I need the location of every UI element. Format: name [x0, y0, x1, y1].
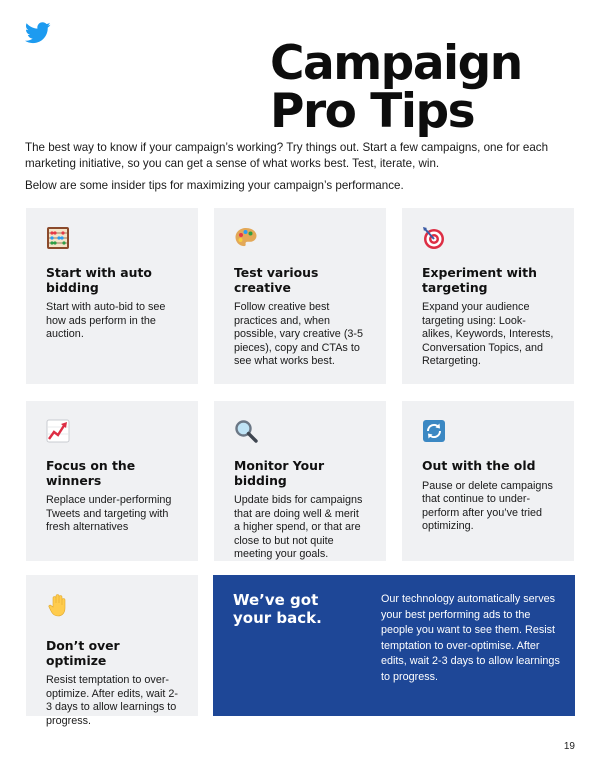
tip-card-monitor [214, 401, 386, 561]
banner-body: Our technology automatically serves your best performing ads to the people you want to see them. Resist temptation to over-optimise. After edits, wait 2-3 days to allow learnings to progress. [381, 593, 560, 683]
target-icon [422, 226, 446, 250]
twitter-bird-logo [25, 22, 51, 44]
tip-card-creative [214, 208, 386, 384]
banner-heading: We’ve got your back. [233, 591, 322, 627]
abacus-icon [46, 226, 70, 250]
page-number: 19 [563, 741, 575, 752]
tip-body: Pause or delete campaigns that continue to under-perform after you’ve tried optimizing. [422, 479, 553, 533]
tip-title: Focus on the winners [46, 458, 136, 488]
tip-title: Test various creative [234, 265, 319, 295]
repeat-arrows-icon [422, 419, 446, 443]
title-line-2: Pro Tips [270, 84, 475, 139]
chart-increasing-icon [46, 419, 70, 443]
tip-card-winners [26, 401, 198, 561]
magnifying-glass-icon [234, 419, 258, 443]
tip-body: Follow creative best practices and, when possible, vary creative (3-5 pieces), copy and CTAs to see what works best. [234, 301, 364, 368]
tip-card-auto-bidding [26, 208, 198, 384]
tip-card-targeting [402, 208, 574, 384]
tip-title: Monitor Your bidding [234, 458, 325, 488]
tip-body: Resist temptation to over-optimize. After edits, wait 2-3 days to allow learnings to progress. [46, 674, 179, 727]
support-banner [213, 575, 575, 716]
page-title [270, 36, 590, 139]
tip-title: Experiment with targeting [422, 265, 537, 295]
tip-body: Start with auto-bid to see how ads perform in the auction. [46, 301, 166, 341]
tip-card-dont-over-optimize [26, 575, 198, 727]
palette-icon [234, 226, 258, 250]
tip-body: Replace under-performing Tweets and targeting with fresh alternatives [46, 494, 172, 534]
raised-hand-icon [46, 593, 70, 617]
tip-title: Start with auto bidding [46, 265, 152, 295]
tip-title: Out with the old [422, 458, 536, 473]
tip-card-out-with-old [402, 401, 574, 561]
title-line-1: Campaign [270, 36, 522, 91]
tip-body: Expand your audience targeting using: Look-alikes, Keywords, Interests, Conversation Topics, and Retargeting. [422, 301, 554, 368]
tip-title: Don’t over optimize [46, 638, 120, 668]
tip-body: Update bids for campaigns that are doing well & merit a higher spend, or that are close to but not quite meeting your goals. [234, 494, 363, 561]
intro-subparagraph: Below are some insider tips for maximizing your campaign’s performance. [25, 179, 404, 192]
intro-paragraph: The best way to know if your campaign’s working? Try things out. Start a few campaigns, one for each marketing initiative, so you can get a sense of what works best. Test, iterate, win. [25, 141, 549, 170]
